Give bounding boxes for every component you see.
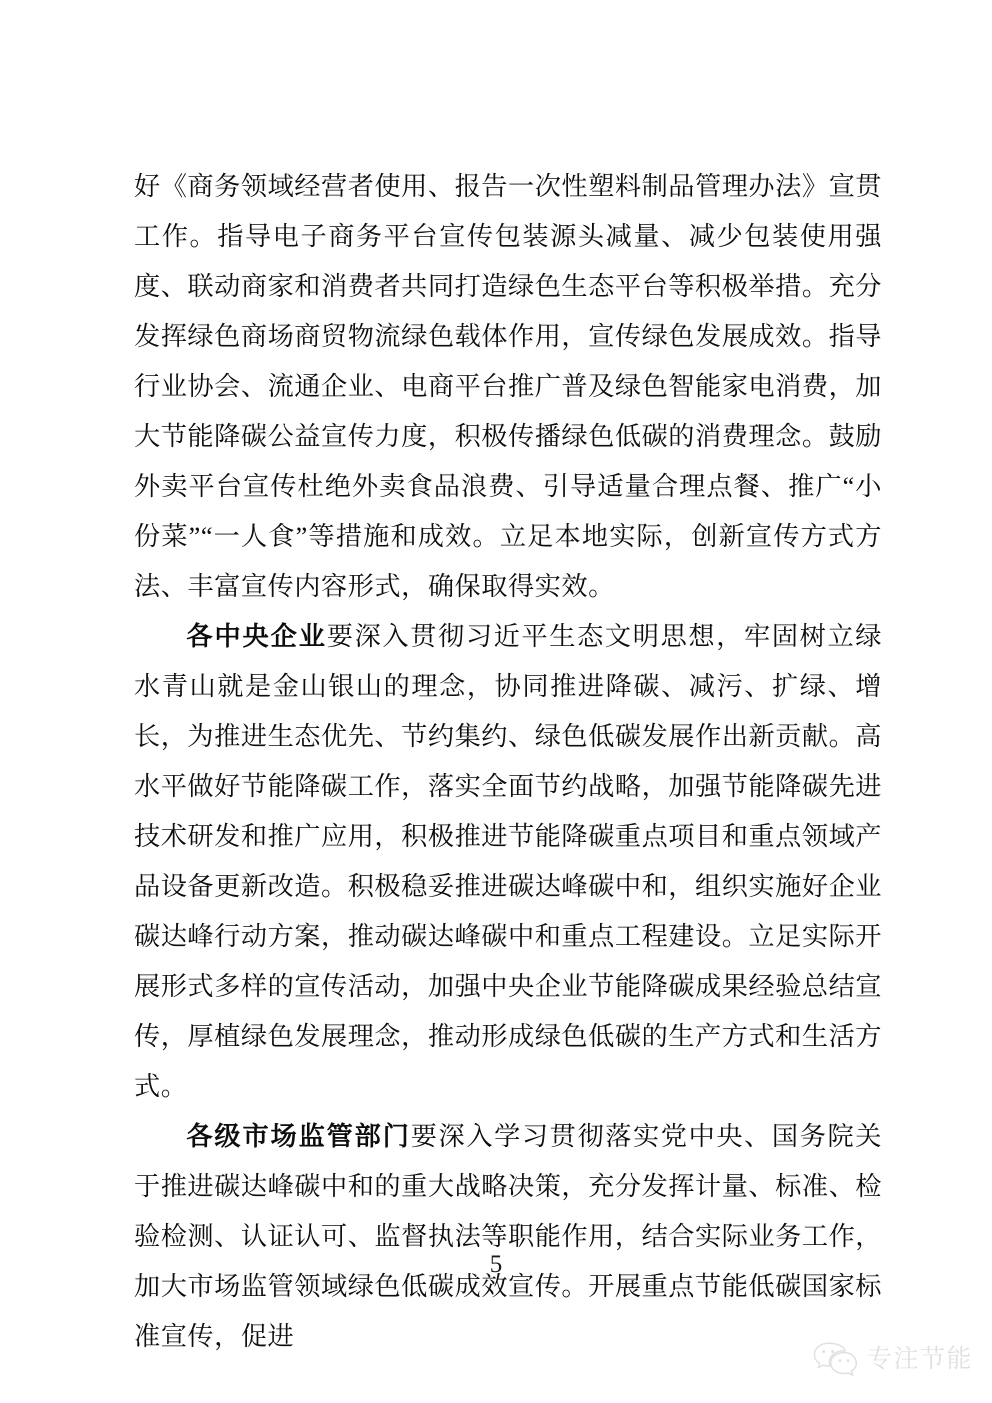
paragraph-3-text: 要深入学习贯彻落实党中央、国务院关于推进碳达峰碳中和的重大战略决策，充分发挥计量、标准、检验检测、认证认可、监督执法等职能作用，结合实际业务工作，加大市场监管领域绿色低碳成效宣传。开展重点节能低碳国家标准宣传，促进	[134, 1122, 882, 1351]
paragraph-1	[134, 162, 882, 612]
wechat-logo-icon	[812, 1340, 858, 1378]
paragraph-3	[134, 1112, 882, 1362]
document-body-text	[134, 162, 882, 1362]
paragraph-3-emphasis: 各级市场监管部门	[186, 1122, 411, 1151]
paragraph-2-text: 要深入贯彻习近平生态文明思想，牢固树立绿水青山就是金山银山的理念，协同推进降碳、减污、扩绿、增长，为推进生态优先、节约集约、绿色低碳发展作出新贡献。高水平做好节能降碳工作，落实全面节约战略，加强节能降碳先进技术研发和推广应用，积极推进节能降碳重点项目和重点领域产品设备更新改造。积极稳妥推进碳达峰碳中和，组织实施好企业碳达峰行动方案，推动碳达峰碳中和重点工程建设。立足实际开展形式多样的宣传活动，加强中央企业节能降碳成果经验总结宣传，厚植绿色发展理念，推动形成绿色低碳的生产方式和生活方式。	[134, 622, 882, 1101]
page-number: 5	[489, 1251, 503, 1278]
watermark	[812, 1340, 973, 1378]
paragraph-2	[134, 612, 882, 1112]
watermark-text: 专注节能	[867, 1345, 974, 1373]
paragraph-1-text: 好《商务领域经营者使用、报告一次性塑料制品管理办法》宣贯工作。指导电子商务平台宣传包装源头减量、减少包装使用强度、联动商家和消费者共同打造绿色生态平台等积极举措。充分发挥绿色商场商贸物流绿色载体作用，宣传绿色发展成效。指导行业协会、流通企业、电商平台推广普及绿色智能家电消费，加大节能降碳公益宣传力度，积极传播绿色低碳的消费理念。鼓励外卖平台宣传杜绝外卖食品浪费、引导适量合理点餐、推广“小份菜”“一人食”等措施和成效。立足本地实际，创新宣传方式方法、丰富宣传内容形式，确保取得实效。	[134, 172, 882, 601]
paragraph-2-emphasis: 各中央企业	[186, 622, 327, 651]
